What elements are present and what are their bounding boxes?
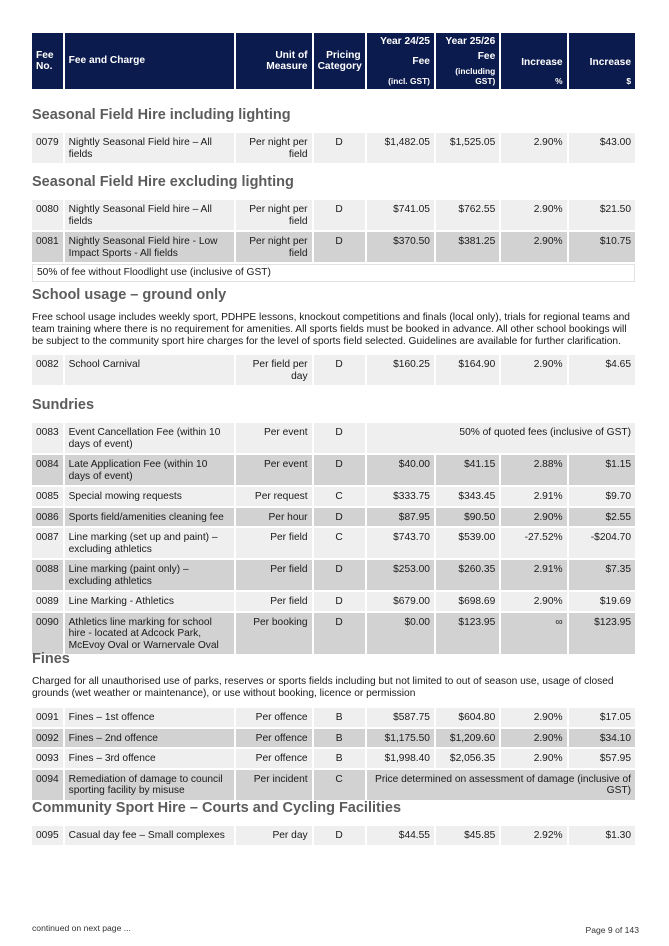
unit-of-measure: Per hour xyxy=(236,508,312,527)
unit-of-measure: Per booking xyxy=(236,613,312,655)
fee-no: 0087 xyxy=(32,528,63,558)
fee-description: Line marking (set up and paint) – excluding athletics xyxy=(65,528,234,558)
fee-description: Remediation of damage to council sporting facility by misuse xyxy=(65,770,234,800)
increase-amt: $19.69 xyxy=(569,592,635,611)
table-row xyxy=(32,749,635,768)
unit-of-measure: Per day xyxy=(236,826,312,845)
fee-description: Event Cancellation Fee (within 10 days of event) xyxy=(65,423,234,453)
pricing-category: C xyxy=(314,528,365,558)
unit-of-measure: Per night per field xyxy=(236,133,312,163)
col-increase-amt xyxy=(569,33,635,89)
unit-of-measure: Per offence xyxy=(236,749,312,768)
fee-2526: $2,056.35 xyxy=(436,749,499,768)
increase-pct: 2.90% xyxy=(501,729,566,748)
col-year-2425-title: Year 24/25 xyxy=(380,36,430,47)
increase-pct: 2.88% xyxy=(501,455,566,485)
fee-description: Fines – 1st offence xyxy=(65,708,234,727)
table-row xyxy=(32,560,635,590)
pricing-category: D xyxy=(314,826,365,845)
pricing-category: D xyxy=(314,355,365,385)
section-title-school-usage: School usage – ground only xyxy=(32,287,227,303)
fee-2425: $40.00 xyxy=(367,455,434,485)
table-row xyxy=(32,455,635,485)
fee-description: Line marking (paint only) – excluding athletics xyxy=(65,560,234,590)
col-year-2526 xyxy=(436,33,499,89)
fee-2425: $0.00 xyxy=(367,613,434,655)
fee-2526: $260.35 xyxy=(436,560,499,590)
fee-description: Line Marking - Athletics xyxy=(65,592,234,611)
increase-pct: 2.90% xyxy=(501,133,566,163)
fee-no: 0086 xyxy=(32,508,63,527)
table-row xyxy=(32,528,635,558)
fee-description: Nightly Seasonal Field hire – All fields xyxy=(65,133,234,163)
table-community-sport-hire xyxy=(30,824,637,847)
fee-2425: $253.00 xyxy=(367,560,434,590)
increase-pct: 2.91% xyxy=(501,487,566,506)
increase-amt: $57.95 xyxy=(569,749,635,768)
fee-2425: $1,998.40 xyxy=(367,749,434,768)
increase-pct: 2.90% xyxy=(501,355,566,385)
fee-2526: $1,209.60 xyxy=(436,729,499,748)
fee-2425: $333.75 xyxy=(367,487,434,506)
increase-amt: $7.35 xyxy=(569,560,635,590)
fee-2425: $160.25 xyxy=(367,355,434,385)
section-title-seasonal-excluding-lighting: Seasonal Field Hire excluding lighting xyxy=(32,174,294,190)
col-year-2526-title: Year 25/26 xyxy=(445,36,496,47)
fee-2425: $741.05 xyxy=(367,200,434,230)
table-row xyxy=(32,826,635,845)
increase-amt: $34.10 xyxy=(569,729,635,748)
section-title-seasonal-including-lighting: Seasonal Field Hire including lighting xyxy=(32,107,291,123)
fee-description: Fines – 3rd offence xyxy=(65,749,234,768)
fee-2526: $343.45 xyxy=(436,487,499,506)
school-usage-description: Free school usage includes weekly sport, PDHPE lessons, knockout competitions and finals (local only), trials for regional teams and team training where there is no requirement for amenities. All sports fields must be booked in advance. All other school bookings will be subject to the community sport hire charges for the level of sports field selected. Guidelines are available for further clarification. xyxy=(32,312,630,347)
fee-no: 0083 xyxy=(32,423,63,453)
fines-description: Charged for all unauthorised use of parks, reserves or sports fields including but not limited to out of season use, usage of closed grounds (wet weather or maintenance), or use without booking, licence or permission xyxy=(32,676,614,699)
fee-no: 0089 xyxy=(32,592,63,611)
table-row xyxy=(32,133,635,163)
pricing-category: D xyxy=(314,508,365,527)
table-sundries xyxy=(30,421,637,656)
col-unit-of-measure: Unit of Measure xyxy=(236,33,312,89)
table-note-row xyxy=(32,264,635,282)
table-school-usage xyxy=(30,353,637,387)
fee-2526: $90.50 xyxy=(436,508,499,527)
fee-2526: $762.55 xyxy=(436,200,499,230)
pricing-category: B xyxy=(314,729,365,748)
fee-2425: $44.55 xyxy=(367,826,434,845)
section-title-sundries: Sundries xyxy=(32,397,95,413)
pricing-category: D xyxy=(314,613,365,655)
table-row xyxy=(32,200,635,230)
pricing-category: D xyxy=(314,232,365,262)
increase-amt: $2.55 xyxy=(569,508,635,527)
fee-2425: $1,482.05 xyxy=(367,133,434,163)
unit-of-measure: Per event xyxy=(236,423,312,453)
col-year-2526-sub: (including GST) xyxy=(455,66,496,86)
fee-2425: $87.95 xyxy=(367,508,434,527)
increase-amt: $4.65 xyxy=(569,355,635,385)
unit-of-measure: Per night per field xyxy=(236,200,312,230)
col-pricing-category: Pricing Category xyxy=(314,33,365,89)
increase-pct: 2.90% xyxy=(501,708,566,727)
increase-pct: 2.90% xyxy=(501,200,566,230)
fee-2526: $1,525.05 xyxy=(436,133,499,163)
unit-of-measure: Per request xyxy=(236,487,312,506)
col-increase-amt-unit: $ xyxy=(626,76,631,86)
increase-amt: $21.50 xyxy=(569,200,635,230)
fee-description: Athletics line marking for school hire - located at Adcock Park, McEvoy Oval or Warnervale Oval xyxy=(65,613,234,655)
table-row xyxy=(32,613,635,655)
col-year-2425 xyxy=(367,33,434,89)
fee-2526: $539.00 xyxy=(436,528,499,558)
table-row xyxy=(32,770,635,800)
section-title-community-sport-hire: Community Sport Hire – Courts and Cycling Facilities xyxy=(32,800,402,816)
fee-description: School Carnival xyxy=(65,355,234,385)
increase-pct: 2.90% xyxy=(501,232,566,262)
fee-no: 0082 xyxy=(32,355,63,385)
increase-pct: 2.90% xyxy=(501,592,566,611)
fee-2526: $123.95 xyxy=(436,613,499,655)
fee-2425: $370.50 xyxy=(367,232,434,262)
table-row xyxy=(32,508,635,527)
fee-2526: $45.85 xyxy=(436,826,499,845)
increase-amt: $123.95 xyxy=(569,613,635,655)
fee-2425: $1,175.50 xyxy=(367,729,434,748)
table-row xyxy=(32,708,635,727)
increase-pct: 2.91% xyxy=(501,560,566,590)
table-row xyxy=(32,232,635,262)
fee-no: 0093 xyxy=(32,749,63,768)
fee-2526: $698.69 xyxy=(436,592,499,611)
fee-2526: $164.90 xyxy=(436,355,499,385)
table-row xyxy=(32,355,635,385)
fee-no: 0081 xyxy=(32,232,63,262)
fee-2425: $679.00 xyxy=(367,592,434,611)
col-fee-no: Fee No. xyxy=(32,33,63,89)
col-fee-and-charge: Fee and Charge xyxy=(65,33,234,89)
unit-of-measure: Per field per day xyxy=(236,355,312,385)
table-row xyxy=(32,729,635,748)
fee-no: 0095 xyxy=(32,826,63,845)
col-year-2425-fee: Fee xyxy=(412,56,430,67)
section-title-fines: Fines xyxy=(32,651,70,667)
unit-of-measure: Per incident xyxy=(236,770,312,800)
increase-amt: $9.70 xyxy=(569,487,635,506)
increase-amt: $43.00 xyxy=(569,133,635,163)
unit-of-measure: Per field xyxy=(236,560,312,590)
col-increase-pct-unit: % xyxy=(555,76,563,86)
fee-description: Nightly Seasonal Field hire - Low Impact Sports - All fields xyxy=(65,232,234,262)
increase-amt: $1.15 xyxy=(569,455,635,485)
fee-description: Nightly Seasonal Field hire – All fields xyxy=(65,200,234,230)
fee-no: 0084 xyxy=(32,455,63,485)
table-seasonal-excluding-lighting xyxy=(30,198,637,284)
fee-span-note: 50% of quoted fees (inclusive of GST) xyxy=(367,423,635,453)
unit-of-measure: Per night per field xyxy=(236,232,312,262)
fee-table-header xyxy=(30,31,637,91)
col-year-2425-sub: (incl. GST) xyxy=(388,76,430,86)
col-increase-pct xyxy=(501,33,566,89)
unit-of-measure: Per offence xyxy=(236,708,312,727)
pricing-category: D xyxy=(314,560,365,590)
pricing-category: C xyxy=(314,487,365,506)
fee-description: Sports field/amenities cleaning fee xyxy=(65,508,234,527)
fee-2526: $381.25 xyxy=(436,232,499,262)
fee-2526: $41.15 xyxy=(436,455,499,485)
pricing-category: D xyxy=(314,200,365,230)
fee-description: Fines – 2nd offence xyxy=(65,729,234,748)
increase-pct: ∞ xyxy=(501,613,566,655)
fee-no: 0085 xyxy=(32,487,63,506)
pricing-category: C xyxy=(314,770,365,800)
fee-description: Special mowing requests xyxy=(65,487,234,506)
fee-no: 0088 xyxy=(32,560,63,590)
fee-no: 0094 xyxy=(32,770,63,800)
increase-pct: -27.52% xyxy=(501,528,566,558)
pricing-category: D xyxy=(314,455,365,485)
pricing-category: D xyxy=(314,423,365,453)
fee-2425: $743.70 xyxy=(367,528,434,558)
fee-no: 0090 xyxy=(32,613,63,655)
pricing-category: D xyxy=(314,133,365,163)
fee-span-note: Price determined on assessment of damage (inclusive of GST) xyxy=(367,770,635,800)
table-row xyxy=(32,487,635,506)
pricing-category: B xyxy=(314,749,365,768)
increase-amt: $10.75 xyxy=(569,232,635,262)
fee-description: Casual day fee – Small complexes xyxy=(65,826,234,845)
unit-of-measure: Per offence xyxy=(236,729,312,748)
fee-2526: $604.80 xyxy=(436,708,499,727)
fee-2425: $587.75 xyxy=(367,708,434,727)
table-row xyxy=(32,592,635,611)
fee-no: 0079 xyxy=(32,133,63,163)
unit-of-measure: Per field xyxy=(236,592,312,611)
fee-description: Late Application Fee (within 10 days of event) xyxy=(65,455,234,485)
increase-amt: $1.30 xyxy=(569,826,635,845)
col-increase-pct-title: Increase xyxy=(521,56,563,68)
table-seasonal-including-lighting xyxy=(30,131,637,165)
fee-no: 0080 xyxy=(32,200,63,230)
increase-pct: 2.92% xyxy=(501,826,566,845)
col-increase-amt-title: Increase xyxy=(589,56,631,68)
col-year-2526-fee: Fee xyxy=(477,51,496,62)
increase-amt: $17.05 xyxy=(569,708,635,727)
pricing-category: D xyxy=(314,592,365,611)
unit-of-measure: Per event xyxy=(236,455,312,485)
page-number: Page 9 of 143 xyxy=(585,925,639,935)
increase-pct: 2.90% xyxy=(501,749,566,768)
table-row xyxy=(32,423,635,453)
fee-no: 0092 xyxy=(32,729,63,748)
increase-amt: -$204.70 xyxy=(569,528,635,558)
fee-no: 0091 xyxy=(32,708,63,727)
unit-of-measure: Per field xyxy=(236,528,312,558)
floodlight-note: 50% of fee without Floodlight use (inclusive of GST) xyxy=(32,264,635,282)
increase-pct: 2.90% xyxy=(501,508,566,527)
pricing-category: B xyxy=(314,708,365,727)
table-fines xyxy=(30,706,637,802)
continued-note: continued on next page ... xyxy=(32,923,131,933)
